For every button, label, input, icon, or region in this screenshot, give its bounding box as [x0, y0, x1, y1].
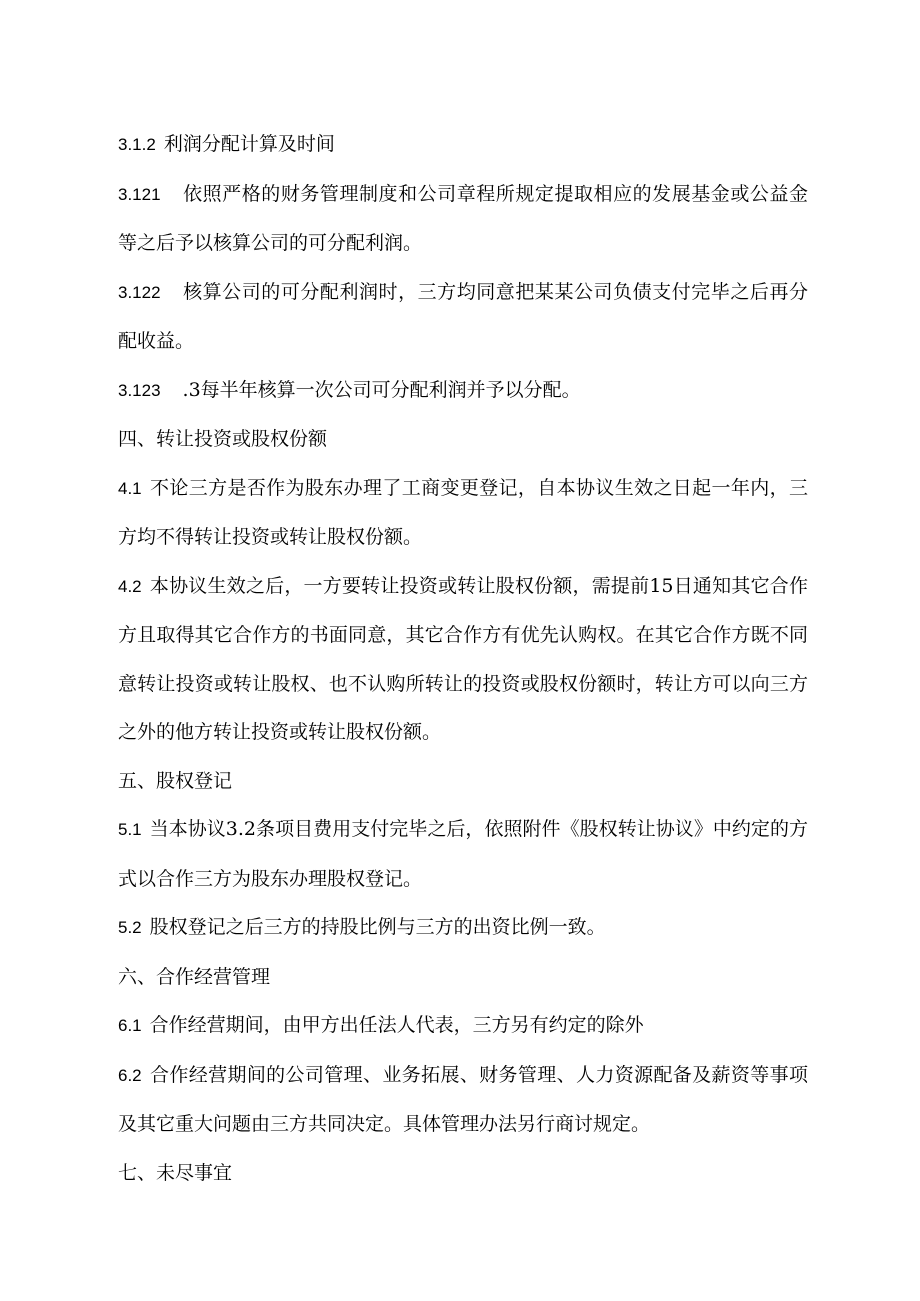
clause-text: 合作经营期间，由甲方出任法人代表，三方另有约定的除外 [149, 1014, 644, 1036]
section-heading-4: 四、转让投资或股权份额 [118, 428, 328, 450]
clause-3-1-2 [118, 120, 808, 170]
clause-6-1 [118, 1001, 808, 1051]
clause-text: 不论三方是否作为股东办理了工商变更登记，自本协议生效之日起一年内，三方均不得转让投资或转让股权份额。 [118, 476, 808, 548]
clause-4-1 [118, 464, 808, 562]
clause-text: 利润分配计算及时间 [163, 133, 335, 155]
clause-4-2 [118, 562, 808, 757]
clause-3-123 [118, 366, 808, 416]
clause-3-122 [118, 268, 808, 366]
clause-text: 股权登记之后三方的持股比例与三方的出资比例一致。 [149, 916, 606, 938]
clause-number: 4.2 [118, 576, 142, 596]
clause-6-2 [118, 1051, 808, 1149]
document-page [118, 120, 808, 1197]
section-heading-6: 六、合作经营管理 [118, 965, 271, 988]
clause-number: 3.123 [118, 380, 161, 400]
clause-number: 4.1 [118, 478, 142, 498]
clause-number: 3.122 [118, 282, 161, 302]
clause-number: 5.2 [118, 918, 142, 937]
clause-number: 6.1 [118, 1016, 142, 1035]
clause-text: .3每半年核算一次公司可分配利润并予以分配。 [182, 378, 581, 401]
clause-number: 6.2 [118, 1065, 142, 1085]
clause-3-121 [118, 170, 808, 268]
clause-5-1 [118, 805, 808, 903]
clause-text: 本协议生效之后，一方要转让投资或转让股权份额，需提前15日通知其它合作方且取得其它合作方的书面同意，其它合作方有优先认购权。在其它合作方既不同意转让投资或转让股权、也不认购所转让的投资或股权份额时，转让方可以向三方之外的他方转让投资或转让股权份额。 [118, 574, 808, 743]
clause-text: 核算公司的可分配利润时，三方均同意把某某公司负债支付完毕之后再分配收益。 [118, 280, 808, 352]
clause-number: 3.121 [118, 184, 161, 204]
clause-text: 依照严格的财务管理制度和公司章程所规定提取相应的发展基金或公益金等之后予以核算公司的可分配利润。 [118, 182, 808, 254]
clause-number: 3.1.2 [118, 135, 156, 154]
clause-5-2 [118, 903, 808, 953]
clause-number: 5.1 [118, 820, 142, 839]
clause-text: 合作经营期间的公司管理、业务拓展、财务管理、人力资源配备及薪资等事项及其它重大问题由三方共同决定。具体管理办法另行商讨规定。 [118, 1063, 808, 1135]
section-heading-7: 七、未尽事宜 [118, 1161, 233, 1184]
clause-text: 当本协议3.2条项目费用支付完毕之后，依照附件《股权转让协议》中约定的方式以合作三方为股东办理股权登记。 [118, 818, 808, 890]
section-heading-5: 五、股权登记 [118, 769, 233, 792]
